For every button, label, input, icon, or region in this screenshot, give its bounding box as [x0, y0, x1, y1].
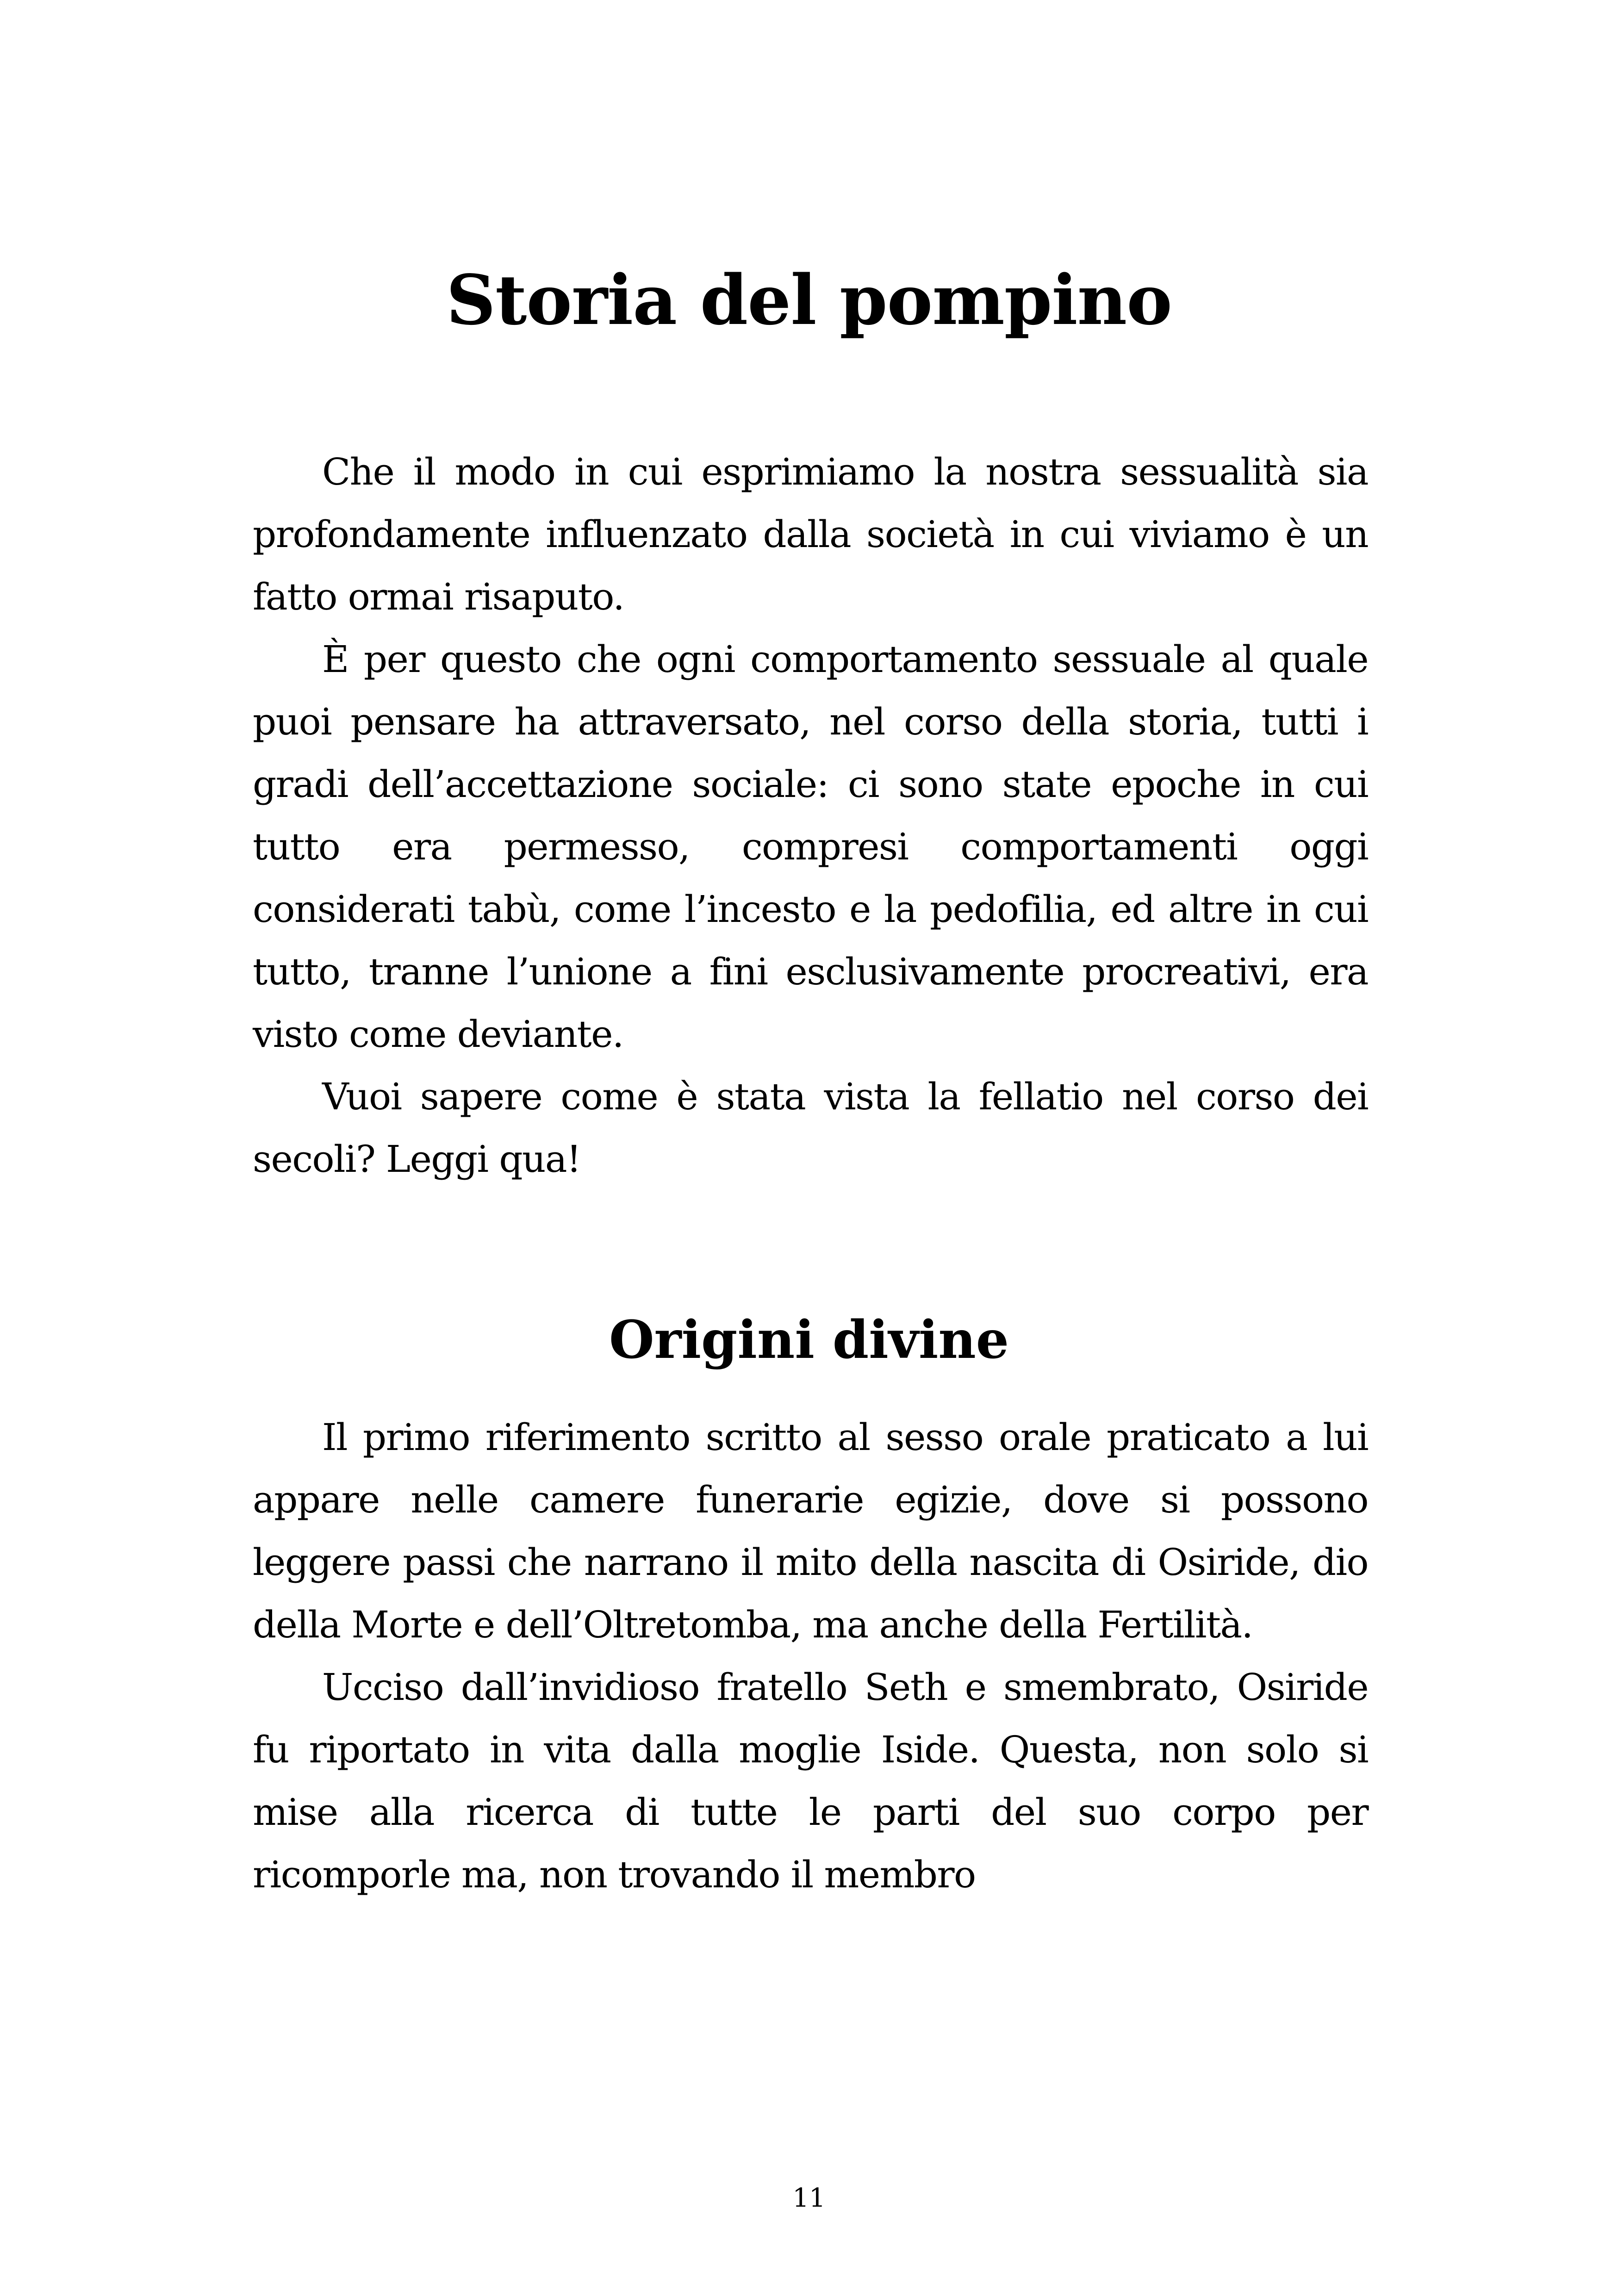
paragraph: Il primo riferimento scritto al sesso orale praticato a lui appare nelle camere funerarie egizie, dove si possono leggere passi che narrano il mito della nascita di Osiride, dio della Morte e dell’Oltretomba, ma anche della Fertilità. [253, 1416, 1368, 1646]
intro-text [253, 441, 1368, 1190]
paragraph: Che il modo in cui esprimiamo la nostra sessualità sia profondamente influenzato dalla società in cui viviamo è un fatto ormai risaputo. [253, 450, 1368, 618]
page-number: 11 [792, 2183, 826, 2213]
section-title: Origini divine [609, 1310, 1009, 1370]
paragraph: Vuoi sapere come è stata vista la fellatio nel corso dei secoli? Leggi qua! [253, 1075, 1368, 1181]
paragraph: È per questo che ogni comportamento sessuale al quale puoi pensare ha attraversato, nel corso della storia, tutti i gradi dell’accettazione sociale: ci sono state epoche in cui tutto era permesso, compresi comportamenti oggi considerati tabù, come l’incesto e la pedofilia, ed altre in cui tutto, tranne l’unione a fini esclusivamente procreativi, era visto come deviante. [253, 638, 1368, 1056]
section-text [253, 1406, 1368, 1906]
chapter-title: Storia del pompino [446, 260, 1172, 340]
paragraph: Ucciso dall’invidioso fratello Seth e smembrato, Osiride fu riportato in vita dalla moglie Iside. Questa, non solo si mise alla ricerca di tutte le parti del suo corpo per ricomporle ma, non trovando il membro [253, 1666, 1368, 1896]
